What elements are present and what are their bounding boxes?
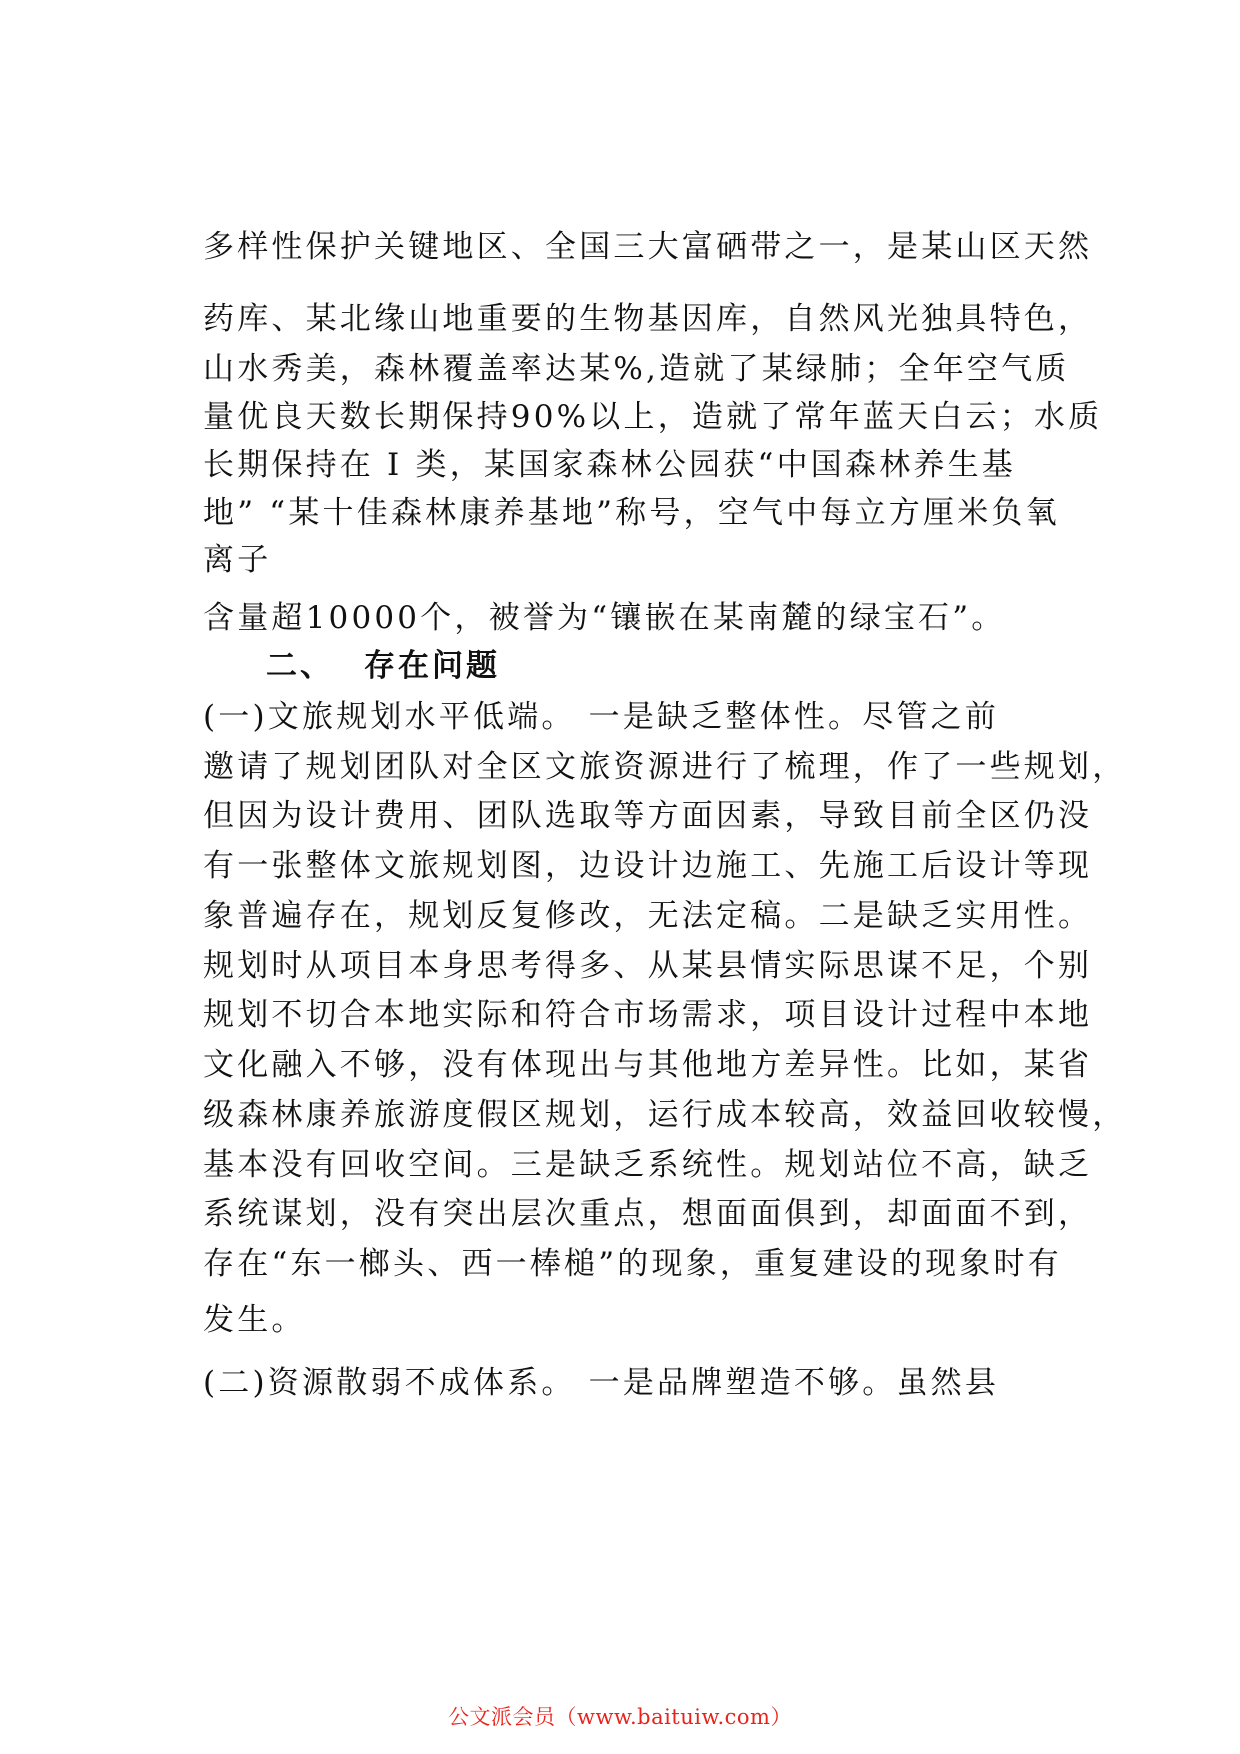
paragraph-line: 规划时从项目本身思考得多、从某县情实际思谋不足，个别 <box>203 948 1093 984</box>
paragraph-line: 象普遍存在，规划反复修改，无法定稿。二是缺乏实用性。 <box>203 898 1093 934</box>
body-text-line: 药库、某北缘山地重要的生物基因库，自然风光独具特色， <box>203 301 1093 337</box>
paragraph-line: 系统谋划，没有突出层次重点，想面面俱到，却面面不到， <box>203 1196 1093 1232</box>
paragraph-line: 规划不切合本地实际和符合市场需求，项目设计过程中本地 <box>203 997 1093 1033</box>
paragraph-line: 有一张整体文旅规划图，边设计边施工、先施工后设计等现 <box>203 848 1093 884</box>
paragraph-line: 发生。 <box>203 1302 306 1338</box>
paragraph-line: 但因为设计费用、团队选取等方面因素，导致目前全区仍没 <box>203 798 1093 834</box>
body-text-line: 山水秀美，森林覆盖率达某%,造就了某绿肺；全年空气质 <box>203 351 1070 387</box>
paragraph-line: 存在“东一榔头、西一棒槌”的现象，重复建设的现象时有 <box>203 1246 1062 1282</box>
body-text-line: 长期保持在 Ⅰ 类，某国家森林公园获“中国森林养生基 <box>203 447 1016 483</box>
paragraph-line: 文化融入不够，没有体现出与其他地方差异性。比如，某省 <box>203 1047 1093 1083</box>
footer-watermark: 公文派会员（www.baituiw.com） <box>448 1705 792 1729</box>
section-heading-number: 二、 <box>266 648 334 684</box>
body-text-line: 地” “某十佳森林康养基地”称号，空气中每立方厘米负氧 <box>203 495 1060 531</box>
body-text-line: 多样性保护关键地区、全国三大富硒带之一，是某山区天然 <box>203 229 1093 265</box>
paragraph-line: 级森林康养旅游度假区规划，运行成本较高，效益回收较慢， <box>203 1097 1127 1133</box>
body-text-line: 离子 <box>203 542 272 578</box>
section-heading <box>266 646 500 686</box>
paragraph-line: (一)文旅规划水平低端。 一是缺乏整体性。尽管之前 <box>203 699 1000 735</box>
paragraph-line: 邀请了规划团队对全区文旅资源进行了梳理，作了一些规划， <box>203 749 1127 785</box>
paragraph-line: 基本没有回收空间。三是缺乏系统性。规划站位不高，缺乏 <box>203 1147 1093 1183</box>
paragraph-line: (二)资源散弱不成体系。 一是品牌塑造不够。虽然县 <box>203 1365 1000 1401</box>
body-text-line: 含量超10000个，被誉为“镶嵌在某南麓的绿宝石”。 <box>203 600 1006 636</box>
section-heading-title: 存在问题 <box>364 648 500 684</box>
body-text-line: 量优良天数长期保持90%以上，造就了常年蓝天白云；水质 <box>203 399 1103 435</box>
